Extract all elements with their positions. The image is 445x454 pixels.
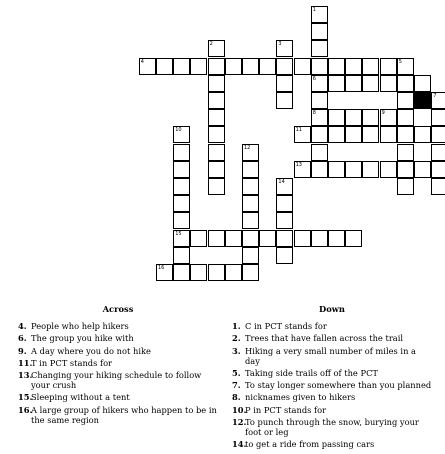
across-clue [18, 346, 218, 356]
clue-text: Sleeping without a tent [31, 392, 130, 403]
clue-number: 13 [295, 161, 302, 168]
clue-num: 6. [18, 333, 27, 344]
grid-cell[interactable] [431, 126, 445, 143]
across-clue [18, 333, 218, 343]
grid-cell[interactable] [397, 109, 414, 126]
grid-cell[interactable] [208, 178, 225, 195]
clue-number: 12 [244, 144, 251, 151]
clue-num: 3. [232, 345, 241, 356]
down-clue [232, 368, 432, 378]
across-clue [18, 321, 218, 331]
across-heading: Across [102, 304, 134, 314]
clue-text: P in PCT stands for [245, 404, 327, 415]
clue-text: Taking side trails off of the PCT [245, 367, 378, 378]
down-clue [232, 392, 432, 402]
clue-number: 3 [278, 41, 282, 48]
grid-cell[interactable] [276, 247, 293, 264]
grid-cell[interactable] [414, 161, 431, 178]
grid-cell[interactable] [328, 109, 345, 126]
clue-number: 16 [158, 265, 165, 271]
clue-number: 6 [312, 75, 316, 82]
grid-cell[interactable] [397, 144, 414, 161]
grid-cell[interactable] [156, 58, 173, 75]
grid-cell[interactable] [208, 92, 225, 109]
grid-cell[interactable] [276, 40, 293, 57]
clue-num: 11. [18, 357, 33, 368]
grid-cell[interactable] [362, 58, 379, 75]
clue-num: 13. [18, 370, 33, 381]
grid-cell[interactable] [173, 126, 190, 143]
grid-cell[interactable] [276, 195, 293, 212]
grid-cell[interactable] [190, 264, 207, 281]
grid-cell[interactable] [242, 58, 259, 75]
clue-num: 15. [18, 392, 33, 403]
grid-cell[interactable] [345, 109, 362, 126]
clue-text: T in PCT stands for [31, 357, 113, 368]
clue-text: People who help hikers [31, 321, 129, 331]
clue-number: 5 [398, 58, 402, 65]
grid-cell[interactable] [431, 109, 445, 126]
grid-cell[interactable] [190, 230, 207, 247]
grid-cell[interactable] [397, 58, 414, 75]
grid-cell[interactable] [414, 75, 431, 92]
across-clue [18, 405, 218, 425]
grid-cell[interactable] [362, 161, 379, 178]
clue-text: Hiking a very small number of miles in a day [245, 345, 416, 366]
grid-cell[interactable] [173, 212, 190, 229]
across-clues [18, 304, 218, 427]
grid-cell[interactable] [173, 178, 190, 195]
grid-cell[interactable] [294, 230, 311, 247]
grid-cell[interactable] [242, 230, 259, 247]
grid-cell[interactable] [276, 230, 293, 247]
grid-cell[interactable] [173, 144, 190, 161]
clue-num: 10. [232, 404, 247, 415]
grid-cell[interactable] [294, 58, 311, 75]
grid-cell[interactable] [242, 161, 259, 178]
grid-cell[interactable] [276, 58, 293, 75]
grid-cell[interactable] [311, 161, 328, 178]
across-clue [18, 358, 218, 368]
clue-number: 4 [140, 58, 144, 65]
grid-cell[interactable] [259, 58, 276, 75]
clue-num: 5. [232, 367, 241, 378]
grid-cell[interactable] [328, 230, 345, 247]
grid-cell[interactable] [294, 126, 311, 143]
clue-num: 1. [232, 321, 241, 331]
across-clue-list [18, 321, 218, 425]
grid-cell[interactable] [397, 92, 414, 109]
grid-cell[interactable] [156, 264, 173, 281]
grid-cell[interactable] [173, 195, 190, 212]
grid-cell[interactable] [311, 58, 328, 75]
grid-cell[interactable] [208, 161, 225, 178]
grid-cell[interactable] [173, 230, 190, 247]
grid-cell[interactable] [362, 75, 379, 92]
clue-number: 1 [312, 7, 316, 13]
clue-number: 8 [312, 110, 316, 117]
grid-cell[interactable] [397, 161, 414, 178]
grid-cell[interactable] [311, 126, 328, 143]
down-clues [232, 304, 432, 452]
grid-cell[interactable] [208, 264, 225, 281]
grid-cell[interactable] [311, 6, 328, 23]
grid-cell[interactable] [397, 75, 414, 92]
clue-number: 11 [295, 127, 302, 134]
clue-text: nicknames given to hikers [245, 392, 356, 403]
across-clue [18, 392, 218, 402]
clue-text: To stay longer somewhere than you planned [245, 380, 432, 391]
grid-cell[interactable] [208, 144, 225, 161]
grid-cell[interactable] [431, 178, 445, 195]
clue-text: Changing your hiking schedule to follow your crush [31, 370, 202, 391]
grid-cell[interactable] [242, 195, 259, 212]
grid-cell[interactable] [328, 58, 345, 75]
black-cell [414, 92, 431, 109]
grid-cell[interactable] [397, 178, 414, 195]
clue-num: 16. [18, 404, 33, 415]
grid-cell[interactable] [380, 75, 397, 92]
down-clue [232, 321, 432, 331]
grid-cell[interactable] [276, 92, 293, 109]
grid-cell[interactable] [414, 126, 431, 143]
grid-cell[interactable] [362, 126, 379, 143]
grid-cell[interactable] [328, 126, 345, 143]
grid-cell[interactable] [173, 161, 190, 178]
grid-cell[interactable] [311, 92, 328, 109]
grid-cell[interactable] [328, 75, 345, 92]
down-clue [232, 346, 432, 366]
grid-cell[interactable] [328, 161, 345, 178]
grid-cell[interactable] [208, 40, 225, 57]
grid-cell[interactable] [431, 92, 445, 109]
grid-cell[interactable] [345, 58, 362, 75]
grid-cell[interactable] [242, 212, 259, 229]
clue-num: 9. [18, 345, 27, 356]
down-clue-list [232, 321, 432, 449]
grid-cell[interactable] [345, 230, 362, 247]
grid-cell[interactable] [431, 144, 445, 161]
grid-cell[interactable] [397, 126, 414, 143]
grid-cell[interactable] [311, 75, 328, 92]
grid-cell[interactable] [345, 161, 362, 178]
grid-cell[interactable] [173, 58, 190, 75]
grid-cell[interactable] [242, 178, 259, 195]
grid-cell[interactable] [431, 161, 445, 178]
grid-cell[interactable] [380, 58, 397, 75]
clue-number: 10 [175, 127, 182, 134]
clue-text: A day where you do not hike [31, 345, 151, 356]
grid-cell[interactable] [173, 247, 190, 264]
clue-num: 7. [232, 380, 241, 391]
clue-text: to get a ride from passing cars [245, 439, 375, 450]
grid-cell[interactable] [294, 161, 311, 178]
grid-cell[interactable] [208, 109, 225, 126]
clue-number: 2 [209, 41, 213, 48]
grid-cell[interactable] [208, 230, 225, 247]
clue-number: 14 [278, 179, 285, 185]
clue-number: 9 [381, 110, 385, 117]
grid-cell[interactable] [311, 23, 328, 40]
grid-cell[interactable] [311, 144, 328, 161]
across-clue [18, 370, 218, 390]
clue-num: 14. [232, 439, 247, 450]
clue-num: 4. [18, 321, 27, 331]
clue-num: 2. [232, 333, 241, 344]
grid-cell[interactable] [208, 126, 225, 143]
clue-num: 8. [232, 392, 241, 403]
grid-cell[interactable] [242, 144, 259, 161]
grid-cell[interactable] [345, 126, 362, 143]
down-clue [232, 439, 432, 449]
clue-number: 15 [175, 230, 182, 237]
grid-cell[interactable] [380, 109, 397, 126]
grid-cell[interactable] [311, 40, 328, 57]
grid-cell[interactable] [173, 264, 190, 281]
grid-cell[interactable] [139, 58, 156, 75]
down-clue [232, 333, 432, 343]
grid-cell[interactable] [259, 230, 276, 247]
grid-cell[interactable] [276, 178, 293, 195]
grid-cell[interactable] [276, 75, 293, 92]
clue-num: 12. [232, 417, 247, 428]
down-clue [232, 405, 432, 415]
grid-cell[interactable] [190, 58, 207, 75]
grid-cell[interactable] [311, 230, 328, 247]
down-clue [232, 417, 432, 437]
grid-cell[interactable] [225, 58, 242, 75]
grid-cell[interactable] [380, 161, 397, 178]
grid-cell[interactable] [380, 126, 397, 143]
grid-cell[interactable] [242, 264, 259, 281]
grid-cell[interactable] [362, 109, 379, 126]
clue-text: Trees that have fallen across the trail [245, 333, 404, 344]
grid-cell[interactable] [208, 58, 225, 75]
grid-cell[interactable] [225, 264, 242, 281]
grid-cell[interactable] [242, 247, 259, 264]
grid-cell[interactable] [311, 109, 328, 126]
down-clue [232, 380, 432, 390]
clue-text: To punch through the snow, burying your foot or leg [245, 417, 419, 438]
grid-cell[interactable] [276, 212, 293, 229]
down-heading: Down [319, 304, 345, 314]
clue-number: 7 [433, 93, 437, 99]
grid-cell[interactable] [345, 75, 362, 92]
clue-text: The group you hike with [31, 333, 134, 344]
clue-text: A large group of hikers who happen to be in the same region [31, 404, 217, 425]
grid-cell[interactable] [225, 230, 242, 247]
clue-text: C in PCT stands for [245, 321, 327, 331]
grid-cell[interactable] [208, 75, 225, 92]
